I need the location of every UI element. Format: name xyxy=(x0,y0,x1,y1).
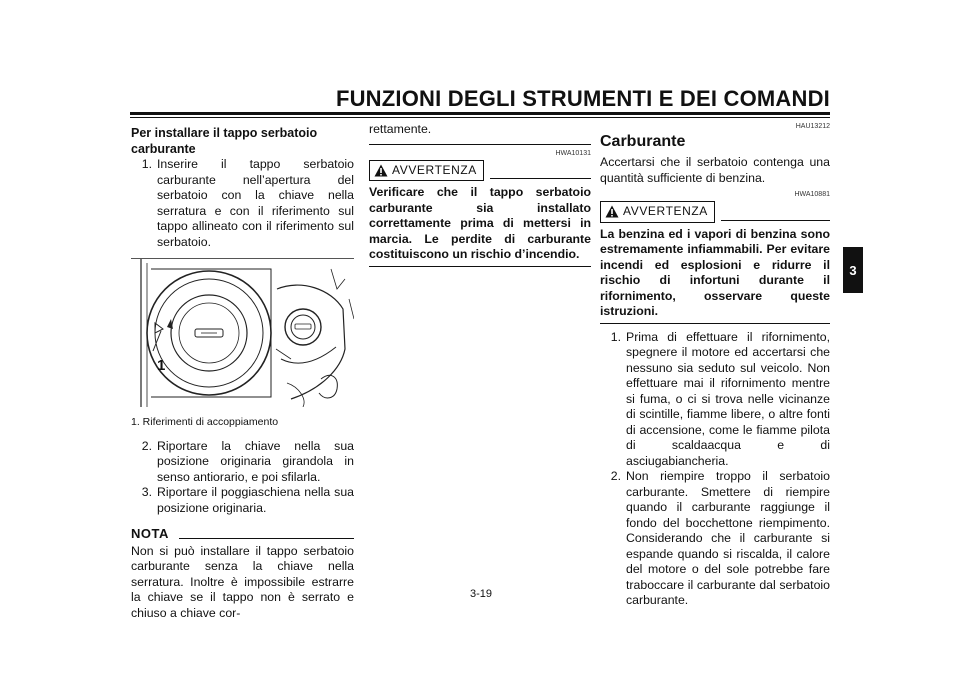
warning-code: HWA10881 xyxy=(794,191,830,198)
step-text: Inserire il tappo serbatoio carburante nell’apertura del serbatoio con la chiave nella serratura e con il riferimento sul tappo allineato con il riferimento sul serbatoio. xyxy=(157,157,354,249)
warning-header xyxy=(369,160,591,182)
warning-badge xyxy=(600,201,715,223)
note-label: NOTA xyxy=(131,526,169,541)
step-number: 3. xyxy=(141,485,152,499)
page-number: 3-19 xyxy=(470,588,493,600)
section-title: Carburante xyxy=(600,133,686,150)
column-right xyxy=(600,122,830,609)
continuation-text: rettamente. xyxy=(369,122,432,136)
install-cap-heading xyxy=(131,126,354,157)
warning-text: La benzina ed i vapori di benzina sono estremamente infiammabili. Per evitare incendi ed esplosioni e ridurre il rischio di infortuni durante il rifornimento, osservare queste istruzioni. xyxy=(600,226,830,318)
warning-code: HWA10131 xyxy=(555,149,591,157)
warning-end-rule xyxy=(369,266,591,267)
column-left xyxy=(131,122,354,621)
warning-triangle-icon xyxy=(374,164,388,177)
warning-text: Verificare che il tappo serbatoio carburante sia installato correttamente prima di mettersi in marcia. Le perdite di carburante costituiscono un rischio d’incendio. xyxy=(369,185,591,261)
page-header xyxy=(130,80,830,120)
fuel-cap-illustration xyxy=(131,258,354,407)
step-number: 1. xyxy=(141,157,152,171)
note-header xyxy=(131,526,354,542)
step-text: Non riempire troppo il serbatoio carburante. Smettere di riempire quando il carburante raggiunge il fondo del bocchettone riempimento. Considerando che il carburante si espande quando si riscalda, il calore del motore o del sole potrebbe fare traboccare il carburante dal serbatoio carburante. xyxy=(626,469,830,607)
section-code: HAU13212 xyxy=(795,123,830,130)
step-text: Prima di effettuare il rifornimento, spegnere il motore ed accertarsi che nessuno sia seduto sul veicolo. Non effettuare mai il rifornimento mentre si fuma, o ci si trova nelle vicinanze di scintille, fiamme libere, o altre fonti di accensione, come le fiamme pilota di scaldaacqua e di asciugabiancheria. xyxy=(626,329,830,468)
warning-badge xyxy=(369,160,484,182)
warning-label: AVVERTENZA xyxy=(623,204,708,218)
callout-number-1: 1 xyxy=(157,357,166,374)
install-step-1 xyxy=(131,157,354,250)
section-intro: Accertarsi che il serbatoio contenga una quantità sufficiente di benzina. xyxy=(600,155,830,185)
chapter-tab: 3 xyxy=(843,247,863,293)
step-text: Riportare la chiave nella sua posizione originaria girandola in senso antiorario, e poi sfilarla. xyxy=(157,438,354,484)
warning-rule xyxy=(721,220,830,221)
warning-header xyxy=(600,201,830,223)
install-step-3 xyxy=(131,485,354,516)
header-rule-thin xyxy=(130,117,830,118)
step-number: 2. xyxy=(610,469,621,483)
warning-end-rule xyxy=(600,323,830,324)
column-middle xyxy=(369,122,591,267)
section-divider xyxy=(369,144,591,145)
install-cap-heading-line1: Per installare il tappo serbatoio xyxy=(131,126,318,140)
warning-label: AVVERTENZA xyxy=(392,162,477,177)
fuel-step-2 xyxy=(600,469,830,609)
fuel-cap-drawing xyxy=(131,259,354,407)
warning-triangle-icon xyxy=(605,205,619,218)
step-text: Riportare il poggiaschiena nella sua posizione originaria. xyxy=(157,485,354,515)
warning-rule xyxy=(490,178,591,179)
note-text: Non si può installare il tappo serbatoio carburante senza la chiave nella serratura. Inoltre è impossibile estrarre la chiave se il tappo non è serrato e chiuso a chiave cor- xyxy=(131,543,354,620)
note-rule xyxy=(179,538,354,539)
install-cap-heading-line2: carburante xyxy=(131,141,196,156)
step-number: 1. xyxy=(610,329,621,344)
page-title: FUNZIONI DEGLI STRUMENTI E DEI COMANDI xyxy=(335,86,830,111)
install-step-2 xyxy=(131,439,354,486)
header-rule-thick xyxy=(130,112,830,115)
figure-caption: 1. Riferimenti di accoppiamento xyxy=(131,416,279,428)
step-number: 2. xyxy=(141,438,152,453)
fuel-step-1 xyxy=(600,330,830,470)
